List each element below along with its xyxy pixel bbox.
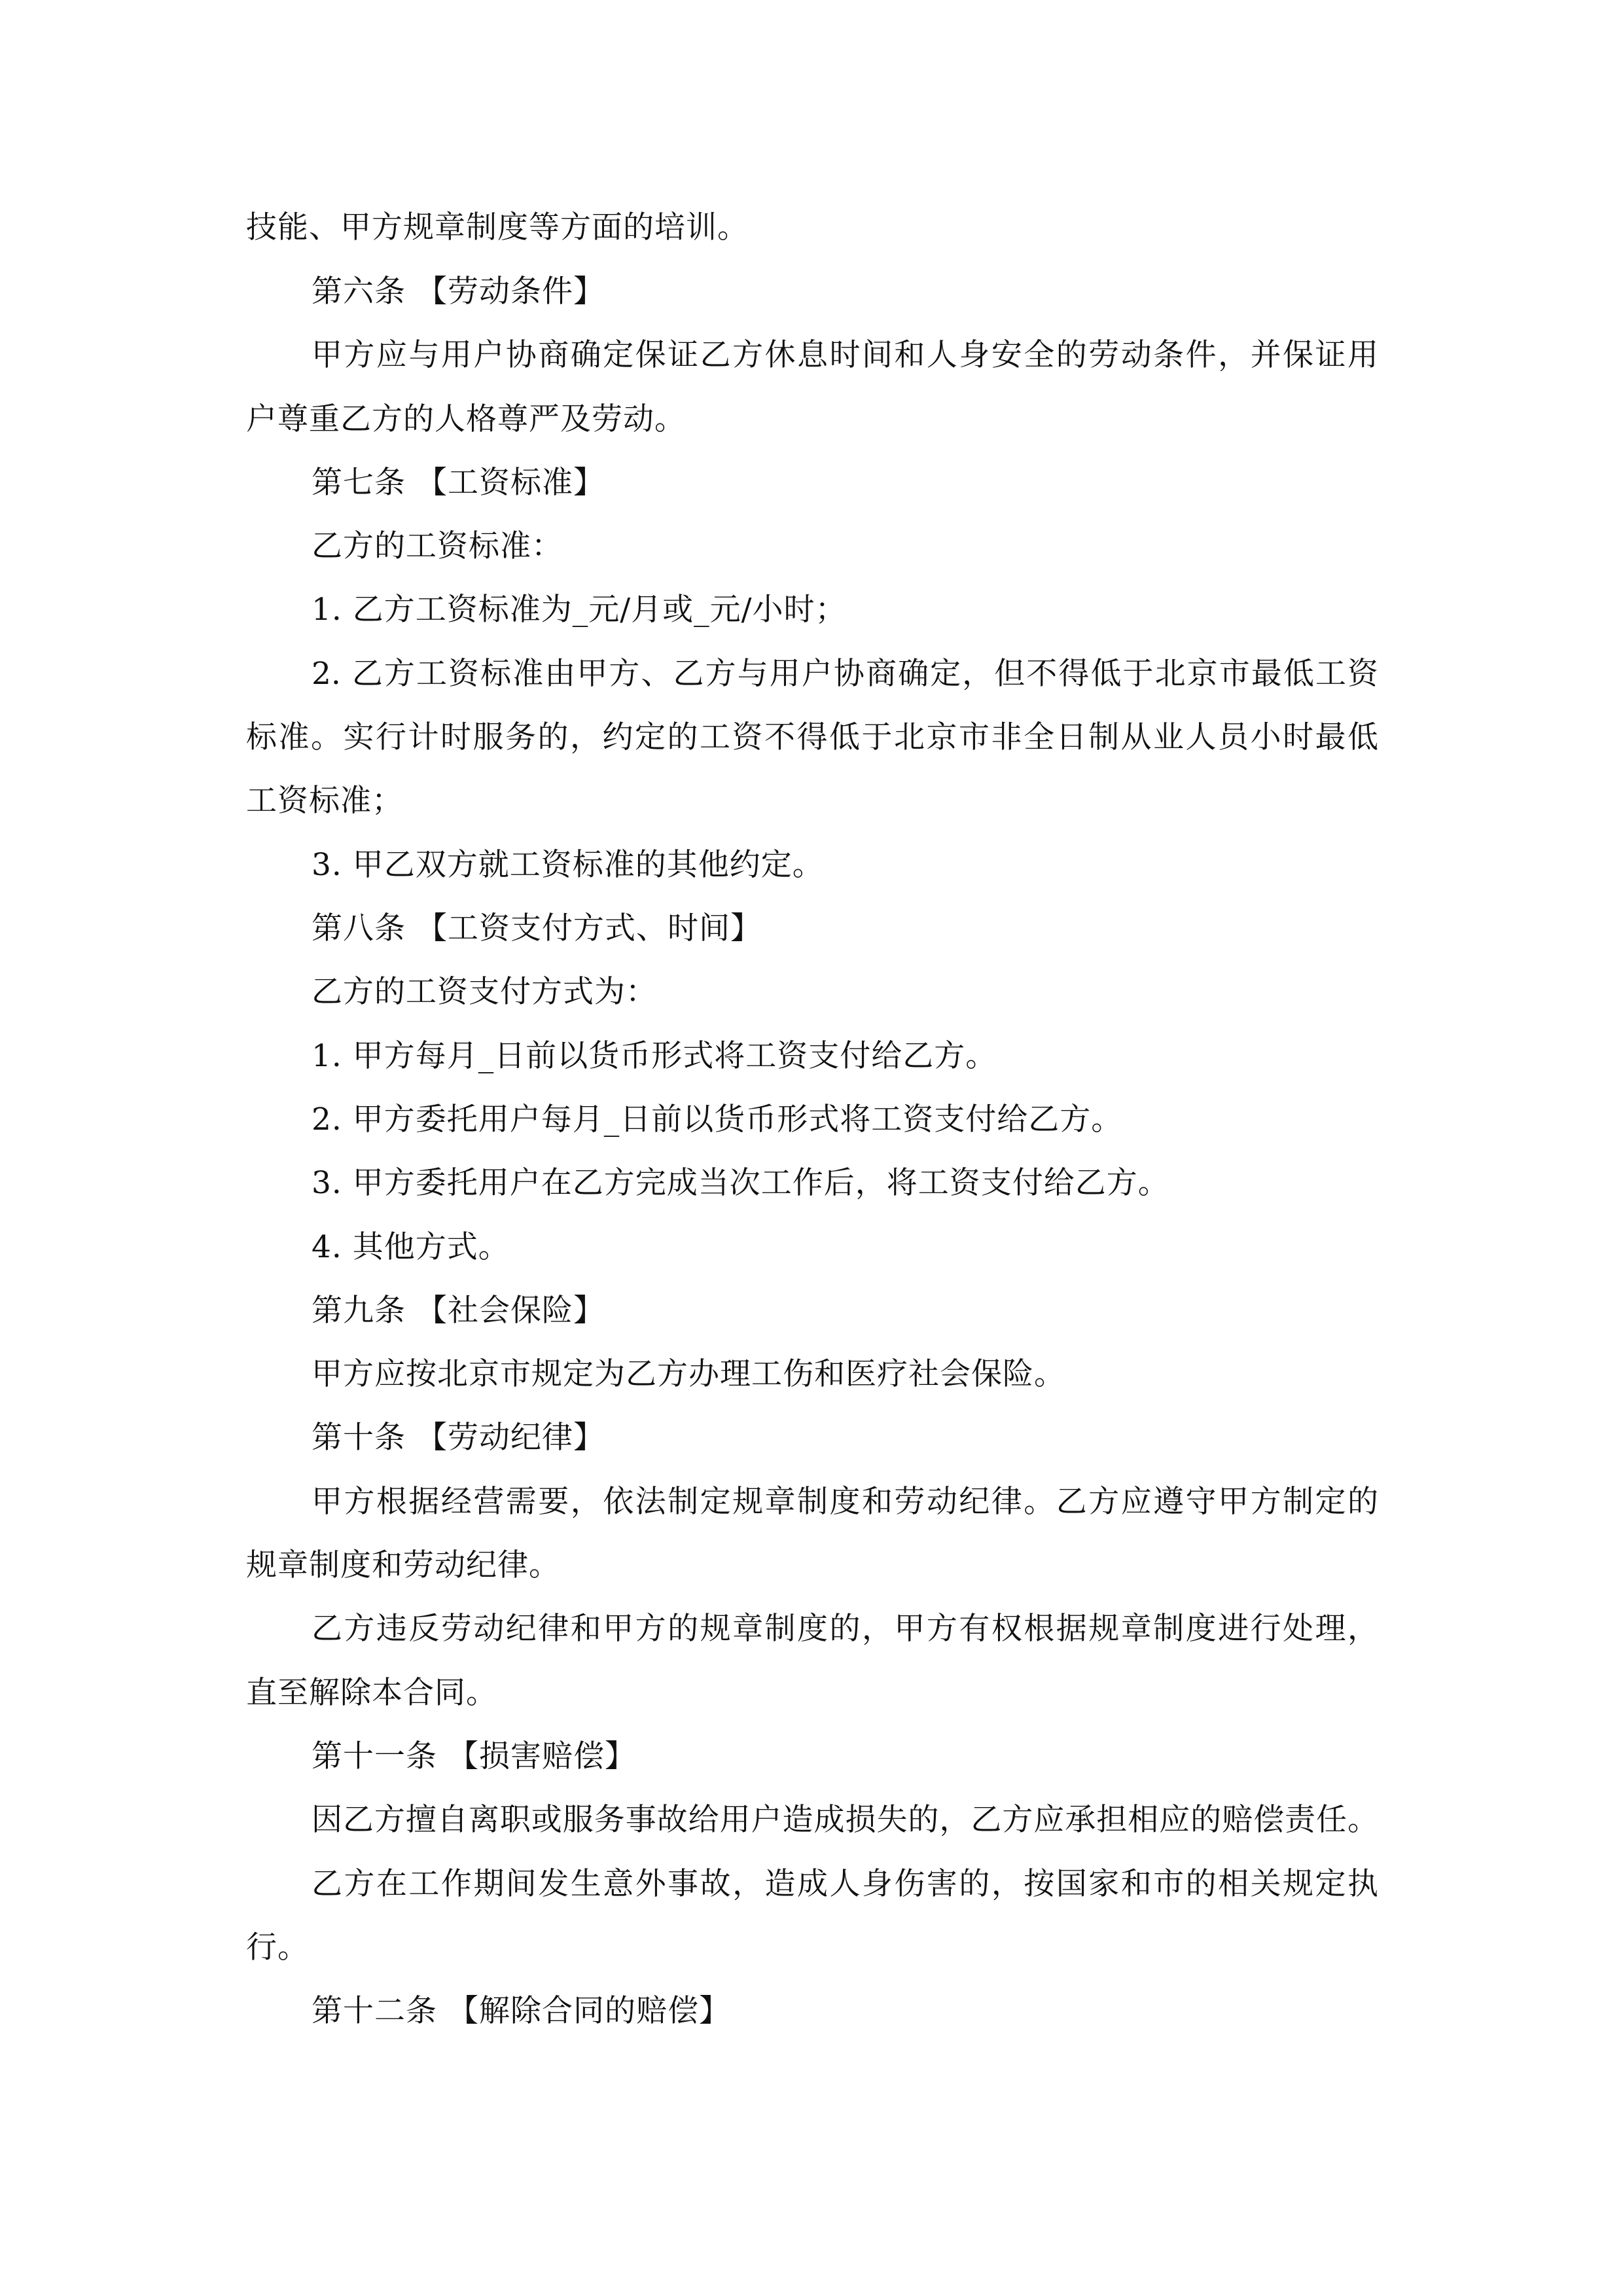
text-line: 标准。实行计时服务的，约定的工资不得低于北京市非全日制从业人员小时最低 [246,719,1378,755]
article-heading: 第九条 【社会保险】 [312,1293,605,1329]
text-line: 行。 [246,1929,309,1965]
list-item: 2. 乙方工资标准由甲方、乙方与用户协商确定，但不得低于北京市最低工资 [312,656,1378,692]
text-line: 乙方的工资标准： [312,528,563,564]
text-line: 甲方应与用户协商确定保证乙方休息时间和人身安全的劳动条件，并保证用 [312,337,1378,373]
article-heading: 第七条 【工资标准】 [312,465,605,501]
list-item: 1. 乙方工资标准为_元/月或_元/小时； [312,592,847,628]
text-line: 技能、甲方规章制度等方面的培训。 [246,209,749,245]
list-item: 2. 甲方委托用户每月_日前以货币形式将工资支付给乙方。 [312,1102,1123,1138]
text-line: 规章制度和劳动纪律。 [246,1547,560,1583]
text-line: 乙方违反劳动纪律和甲方的规章制度的，甲方有权根据规章制度进行处理， [312,1611,1378,1647]
text-line: 甲方根据经营需要，依法制定规章制度和劳动纪律。乙方应遵守甲方制定的 [312,1484,1378,1520]
text-line: 因乙方擅自离职或服务事故给用户造成损失的，乙方应承担相应的赔偿责任。 [312,1802,1378,1838]
article-heading: 第六条 【劳动条件】 [312,274,605,310]
text-line: 乙方在工作期间发生意外事故，造成人身伤害的，按国家和市的相关规定执 [312,1866,1378,1902]
text-line: 乙方的工资支付方式为： [312,974,657,1010]
article-heading: 第十条 【劳动纪律】 [312,1420,605,1456]
article-heading: 第八条 【工资支付方式、时间】 [312,910,762,946]
list-item: 3. 甲方委托用户在乙方完成当次工作后，将工资支付给乙方。 [312,1165,1169,1201]
text-line: 工资标准； [246,783,403,819]
list-item: 1. 甲方每月_日前以货币形式将工资支付给乙方。 [312,1038,997,1074]
text-line: 甲方应按北京市规定为乙方办理工伤和医疗社会保险。 [312,1356,1065,1392]
list-item: 4. 其他方式。 [312,1229,510,1265]
text-line: 直至解除本合同。 [246,1675,497,1711]
article-heading: 第十二条 【解除合同的赔偿】 [312,1993,730,2029]
text-line: 户尊重乙方的人格尊严及劳动。 [246,401,686,437]
article-heading: 第十一条 【损害赔偿】 [312,1738,636,1774]
list-item: 3. 甲乙双方就工资标准的其他约定。 [312,847,824,883]
